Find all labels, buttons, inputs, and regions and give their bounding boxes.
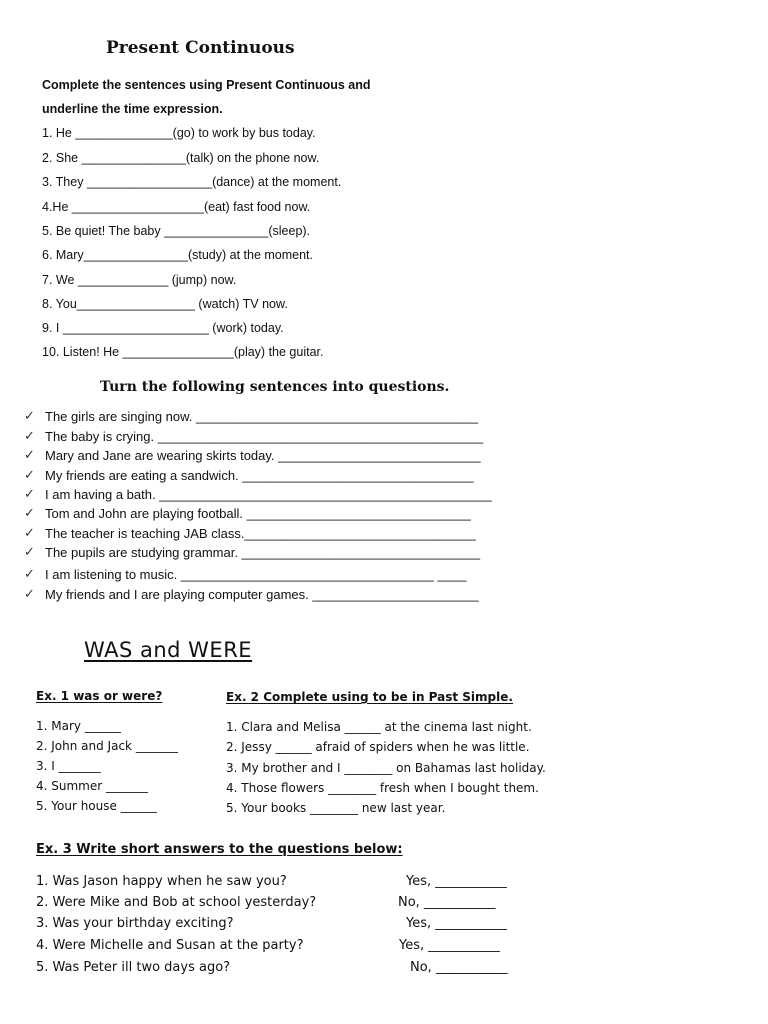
ex2-item-5: 5. Your books ________ new last year. (226, 801, 446, 815)
ex2-item-1: 1. Clara and Melisa ______ at the cinema last night. (226, 720, 532, 734)
ex1-item-1: 1. Mary ______ (36, 719, 121, 733)
ex3-question-2: 2. Were Mike and Bob at school yesterday? (36, 895, 317, 910)
question-item-8: The pupils are studying grammar. _________________________________ (45, 545, 481, 560)
question-item-4: My friends are eating a sandwich. ________________________________ (45, 468, 474, 483)
pc-instruction-line1: Complete the sentences using Present Continuous and (42, 78, 371, 92)
ex3-answer-4: Yes, ___________ (399, 938, 500, 953)
ex3-answer-2: No, ___________ (398, 895, 496, 910)
ex3-question-3: 3. Was your birthday exciting? (36, 916, 234, 931)
ex3-question-1: 1. Was Jason happy when he saw you? (36, 874, 287, 889)
check-icon: ✓ (24, 566, 35, 581)
check-icon: ✓ (24, 467, 35, 482)
ex3-question-5: 5. Was Peter ill two days ago? (36, 960, 231, 975)
ex2-item-3: 3. My brother and I ________ on Bahamas last holiday. (226, 761, 546, 775)
check-icon: ✓ (24, 486, 35, 501)
question-item-9: I am listening to music. ___________________________________ ____ (45, 567, 467, 582)
was-were-title: WAS and WERE (84, 638, 253, 662)
ex1-heading: Ex. 1 was or were? (36, 689, 163, 703)
ex3-answer-1: Yes, ___________ (406, 874, 507, 889)
pc-sentence-9: 9. I _____________________ (work) today. (42, 321, 284, 335)
check-icon: ✓ (24, 408, 35, 423)
question-item-3: Mary and Jane are wearing skirts today. ____________________________ (45, 448, 481, 463)
question-item-1: The girls are singing now. _______________________________________ (45, 409, 478, 424)
pc-sentence-5: 5. Be quiet! The baby _______________(sleep). (42, 224, 311, 238)
ex1-item-3: 3. I _______ (36, 759, 101, 773)
ex3-answer-3: Yes, ___________ (406, 916, 507, 931)
pc-sentence-10: 10. Listen! He ________________(play) the guitar. (42, 345, 324, 359)
pc-sentence-4: 4.He ___________________(eat) fast food now. (42, 200, 311, 214)
ex3-answer-5: No, ___________ (410, 960, 508, 975)
check-icon: ✓ (24, 505, 35, 520)
ex1-item-4: 4. Summer _______ (36, 779, 148, 793)
check-icon: ✓ (24, 586, 35, 601)
check-icon: ✓ (24, 544, 35, 559)
pc-sentence-1: 1. He ______________(go) to work by bus today. (42, 126, 316, 140)
pc-sentence-7: 7. We _____________ (jump) now. (42, 273, 237, 287)
check-icon: ✓ (24, 525, 35, 540)
pc-instruction-line2: underline the time expression. (42, 102, 223, 116)
present-continuous-title: Present Continuous (106, 38, 295, 58)
question-item-2: The baby is crying. _____________________________________________ (45, 429, 484, 444)
ex1-item-2: 2. John and Jack _______ (36, 739, 178, 753)
check-icon: ✓ (24, 447, 35, 462)
ex2-item-2: 2. Jessy ______ afraid of spiders when he was little. (226, 740, 530, 754)
ex1-item-5: 5. Your house ______ (36, 799, 157, 813)
pc-sentence-8: 8. You_________________ (watch) TV now. (42, 297, 288, 311)
pc-sentence-2: 2. She _______________(talk) on the phone now. (42, 151, 320, 165)
ex2-item-4: 4. Those flowers ________ fresh when I bought them. (226, 781, 539, 795)
question-item-6: Tom and John are playing football. _______________________________ (45, 506, 471, 521)
check-icon: ✓ (24, 428, 35, 443)
pc-sentence-3: 3. They __________________(dance) at the moment. (42, 175, 342, 189)
ex2-heading: Ex. 2 Complete using to be in Past Simple. (226, 690, 513, 704)
questions-title: Turn the following sentences into questions. (100, 379, 450, 395)
question-item-5: I am having a bath. ______________________________________________ (45, 487, 492, 502)
question-item-10: My friends and I are playing computer games. _______________________ (45, 587, 479, 602)
question-item-7: The teacher is teaching JAB class.________________________________ (45, 526, 476, 541)
ex3-question-4: 4. Were Michelle and Susan at the party? (36, 938, 304, 953)
pc-sentence-6: 6. Mary_______________(study) at the moment. (42, 248, 314, 262)
ex3-heading: Ex. 3 Write short answers to the questions below: (36, 842, 403, 857)
